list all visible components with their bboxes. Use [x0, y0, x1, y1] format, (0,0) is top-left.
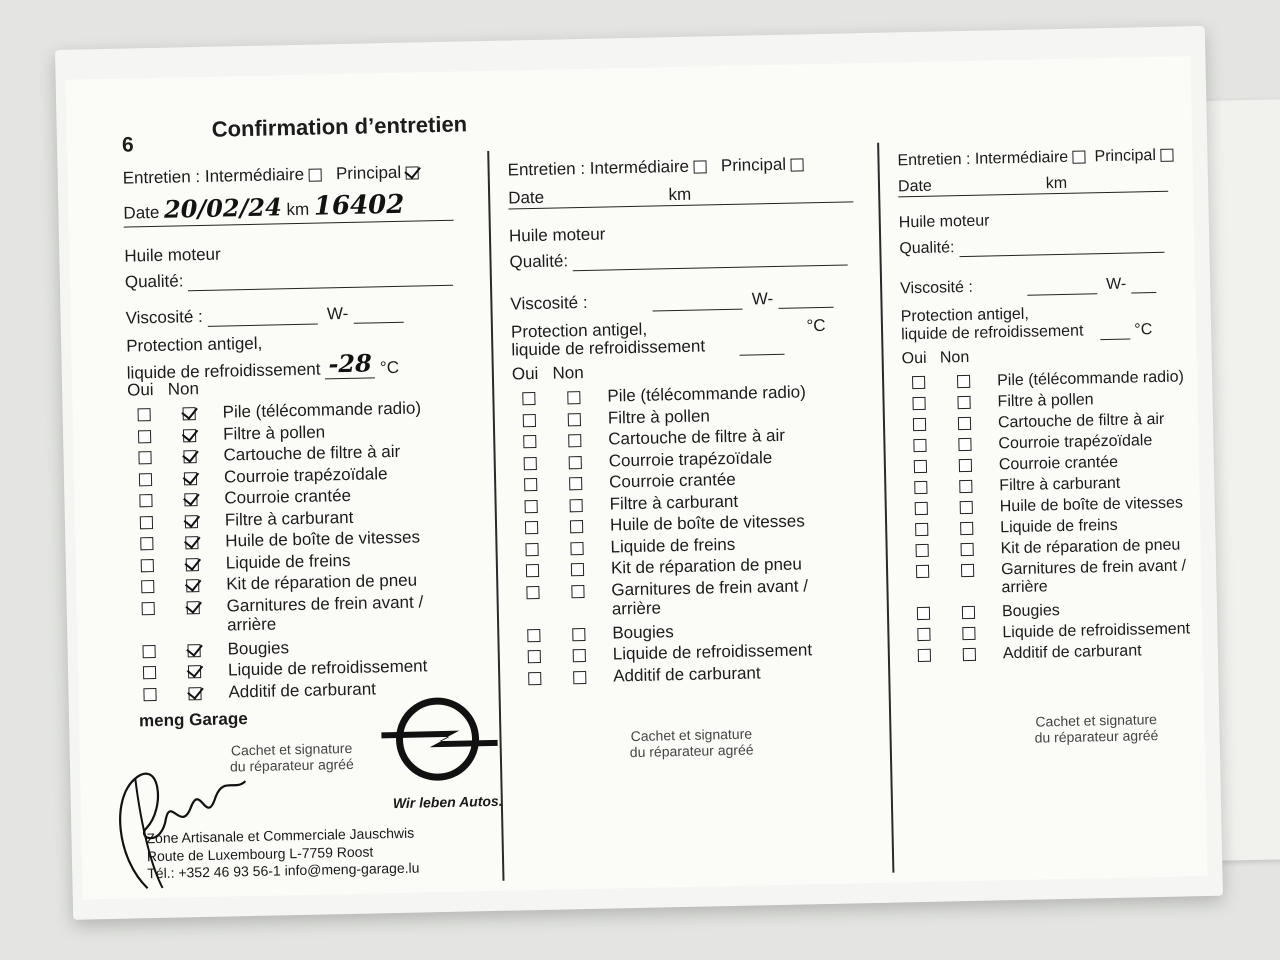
non-checkbox[interactable]: [568, 434, 581, 447]
checklist-item-label: Filtre à pollen: [222, 421, 326, 444]
qualite-field[interactable]: [188, 284, 453, 291]
non-checkbox[interactable]: [958, 438, 971, 451]
non-checkbox[interactable]: [959, 459, 972, 472]
non-checkbox[interactable]: [959, 480, 972, 493]
km-label: km: [1045, 174, 1068, 193]
non-checkbox[interactable]: [958, 417, 971, 430]
oui-checkbox[interactable]: [917, 628, 930, 641]
checklist-item-label: Courroie crantée: [224, 485, 352, 508]
checklist-item: [131, 591, 467, 637]
oui-checkbox[interactable]: [143, 688, 156, 701]
intermediaire-checkbox[interactable]: [1073, 151, 1086, 164]
checklist-item: [907, 620, 1202, 645]
non-checkbox[interactable]: [567, 391, 580, 404]
oui-checkbox[interactable]: [143, 666, 156, 679]
page-title: Confirmation d’entretien: [211, 111, 468, 142]
km-value: 16402: [313, 189, 405, 222]
checklist-item-label: Kit de réparation de pneu: [610, 554, 803, 578]
checklist-item-label: Courroie crantée: [998, 453, 1119, 474]
non-header: Non: [167, 379, 200, 399]
checklist-item-label: Liquide de refroidissement: [612, 640, 813, 664]
viscosite-field-2[interactable]: [1131, 292, 1156, 294]
checklist-item-label: Kit de réparation de pneu: [226, 570, 418, 594]
oui-checkbox[interactable]: [914, 481, 927, 494]
checklist-item-label: Filtre à pollen: [607, 405, 711, 428]
viscosite-field-1[interactable]: [652, 308, 742, 311]
checklist-item: [908, 641, 1203, 666]
non-checkbox[interactable]: [961, 564, 974, 577]
checklist-item-label: Garnitures de frein avant / arrière: [1000, 557, 1187, 597]
oui-checkbox[interactable]: [523, 414, 536, 427]
date-label: Date: [508, 187, 545, 208]
oui-checkbox[interactable]: [913, 439, 926, 452]
oui-checkbox[interactable]: [138, 430, 151, 443]
cachet-line-2: du réparateur agréé: [229, 755, 354, 775]
oui-checkbox[interactable]: [142, 645, 155, 658]
non-checkbox[interactable]: [962, 627, 975, 640]
checklist-item: [903, 410, 1198, 435]
checklist-item-label: Liquide de freins: [1000, 516, 1118, 537]
qualite-field[interactable]: [573, 264, 848, 271]
intermediaire-checkbox[interactable]: [309, 168, 322, 181]
date-label: Date: [897, 177, 933, 196]
km-label: km: [668, 184, 692, 205]
checklist-item: [516, 575, 852, 621]
garage-name: meng Garage: [138, 709, 248, 731]
entretien-label: Entretien : Intermédiaire: [122, 164, 305, 188]
oui-checkbox[interactable]: [522, 392, 535, 405]
cachet-line-1: Cachet et signature: [230, 739, 353, 759]
non-checkbox[interactable]: [962, 606, 975, 619]
oui-checkbox[interactable]: [912, 376, 925, 389]
non-header: Non: [552, 363, 584, 383]
non-checkbox[interactable]: [571, 563, 584, 576]
qualite-label: Qualité:: [124, 271, 184, 292]
checklist-item: [904, 452, 1199, 477]
antigel-label-2: liquide de refroidissement: [511, 336, 706, 360]
oui-checkbox[interactable]: [141, 580, 154, 593]
checklist-item-label: Pile (télécommande radio): [222, 398, 422, 422]
viscosite-field-1[interactable]: [1027, 294, 1097, 296]
oui-checkbox[interactable]: [916, 544, 929, 557]
oui-checkbox[interactable]: [141, 559, 154, 572]
cachet-line-1: Cachet et signature: [630, 725, 753, 745]
viscosite-field-1[interactable]: [208, 323, 318, 326]
qualite-field[interactable]: [959, 252, 1164, 257]
oui-checkbox[interactable]: [913, 418, 926, 431]
viscosite-label: Viscosité :: [125, 306, 203, 328]
antigel-field[interactable]: [1100, 339, 1130, 341]
date-label: Date: [123, 202, 160, 223]
checklist-item: [905, 494, 1200, 519]
checklist-item: [906, 557, 1202, 600]
garage-address-line-2: Route de Luxembourg L-7759 Roost: [146, 843, 374, 864]
non-checkbox[interactable]: [571, 585, 584, 598]
non-checkbox[interactable]: [570, 520, 583, 533]
antigel-field[interactable]: [740, 353, 785, 355]
viscosite-field-2[interactable]: [353, 321, 403, 323]
oui-checkbox[interactable]: [912, 397, 925, 410]
w-label: W-: [326, 303, 349, 324]
oui-checkbox[interactable]: [139, 473, 152, 486]
non-checkbox[interactable]: [957, 375, 970, 388]
oui-checkbox[interactable]: [138, 408, 151, 421]
oui-checkbox[interactable]: [139, 494, 152, 507]
principal-checkbox[interactable]: [406, 166, 419, 179]
oui-checkbox[interactable]: [526, 564, 539, 577]
km-label: km: [286, 199, 310, 220]
checklist-item-label: Cartouche de filtre à air: [997, 410, 1165, 432]
checklist-item: [904, 473, 1199, 498]
oui-checkbox[interactable]: [914, 460, 927, 473]
antigel-label-2: liquide de refroidissement: [900, 322, 1084, 344]
entretien-label: Entretien : Intermédiaire: [897, 148, 1069, 170]
non-checkbox[interactable]: [961, 543, 974, 556]
principal-label: Principal: [1094, 146, 1157, 166]
oui-checkbox[interactable]: [915, 523, 928, 536]
oui-checkbox[interactable]: [526, 585, 539, 598]
checklist-item-label: Additif de carburant: [1002, 642, 1142, 663]
non-checkbox[interactable]: [187, 601, 200, 614]
checklist-item-label: Cartouche de filtre à air: [608, 425, 786, 449]
oui-checkbox[interactable]: [917, 607, 930, 620]
checklist-item: [903, 431, 1198, 456]
oui-checkbox[interactable]: [918, 649, 931, 662]
page-number: 6: [121, 133, 134, 157]
oui-checkbox[interactable]: [140, 537, 153, 550]
checklist-item-label: Garnitures de frein avant / arrière: [611, 575, 809, 619]
oui-checkbox[interactable]: [916, 565, 929, 578]
viscosite-label: Viscosité :: [900, 278, 973, 298]
service-booklet: [55, 26, 1223, 920]
checklist-item-label: Pile (télécommande radio): [996, 368, 1185, 390]
oui-header: Oui: [901, 349, 927, 368]
principal-label: Principal: [720, 154, 787, 176]
cachet-line-1: Cachet et signature: [1035, 711, 1157, 730]
oui-checkbox[interactable]: [524, 457, 537, 470]
qualite-label: Qualité:: [899, 239, 955, 258]
cachet-line-2: du réparateur agréé: [1034, 727, 1159, 746]
oui-checkbox[interactable]: [138, 451, 151, 464]
checklist-item-label: Pile (télécommande radio): [607, 382, 806, 406]
checklist-item-label: Liquide de freins: [225, 550, 351, 573]
oui-checkbox[interactable]: [525, 521, 538, 534]
non-checkbox[interactable]: [568, 413, 581, 426]
oui-checkbox[interactable]: [140, 516, 153, 529]
checklist-item-label: Cartouche de filtre à air: [223, 441, 401, 465]
antigel-value: -28: [325, 349, 376, 379]
non-checkbox[interactable]: [183, 450, 196, 463]
checklist-item-label: Huile de boîte de vitesses: [999, 494, 1184, 516]
non-checkbox[interactable]: [184, 493, 197, 506]
non-checkbox[interactable]: [569, 456, 582, 469]
garage-address-line-3: Tél.: +352 46 93 56-1 info@meng-garage.lu: [147, 859, 420, 882]
non-checkbox[interactable]: [957, 396, 970, 409]
antigel-label-1: Protection antigel,: [510, 319, 648, 342]
non-checkbox[interactable]: [186, 558, 199, 571]
celsius-label: °C: [1134, 321, 1153, 339]
oui-checkbox[interactable]: [915, 502, 928, 515]
oui-checkbox[interactable]: [528, 671, 541, 684]
checklist-item-label: Filtre à carburant: [609, 491, 739, 513]
non-checkbox[interactable]: [569, 477, 582, 490]
checklist-item: [902, 389, 1197, 414]
celsius-label: °C: [806, 315, 826, 336]
intermediaire-checkbox[interactable]: [694, 160, 707, 173]
oui-checkbox[interactable]: [142, 602, 155, 615]
huile-label: Huile moteur: [124, 244, 221, 266]
oui-header: Oui: [511, 363, 539, 384]
cachet-line-2: du réparateur agréé: [629, 741, 754, 761]
non-checkbox[interactable]: [960, 501, 973, 514]
checklist-item-label: Liquide de refroidissement: [1002, 620, 1191, 642]
non-checkbox[interactable]: [570, 542, 583, 555]
principal-checkbox[interactable]: [1160, 149, 1173, 162]
oui-checkbox[interactable]: [527, 628, 540, 641]
checklist-item-label: Liquide de refroidissement: [227, 656, 428, 680]
service-entry-2: [507, 154, 837, 685]
checklist-item: [905, 515, 1200, 540]
checklist-item-label: Garnitures de frein avant / arrière: [226, 591, 424, 635]
non-checkbox[interactable]: [184, 472, 197, 485]
principal-label: Principal: [335, 162, 402, 184]
checklist-item-label: Filtre à carburant: [224, 507, 354, 530]
non-checkbox[interactable]: [572, 628, 585, 641]
checklist-item: [905, 536, 1200, 561]
non-checkbox[interactable]: [188, 665, 201, 678]
checklist-item-label: Courroie trapézoïdale: [608, 447, 773, 470]
checklist-item-label: Huile de boîte de vitesses: [225, 527, 421, 551]
oui-checkbox[interactable]: [525, 542, 538, 555]
huile-label: Huile moteur: [898, 212, 990, 232]
non-header: Non: [939, 348, 970, 367]
checklist-item-label: Huile de boîte de vitesses: [609, 511, 805, 535]
antigel-label-1: Protection antigel,: [900, 305, 1030, 326]
antigel-label-1: Protection antigel,: [126, 333, 263, 356]
non-checkbox[interactable]: [187, 644, 200, 657]
service-entry-1: [122, 162, 452, 702]
service-entry-3: [897, 145, 1227, 663]
column-divider-2: [877, 143, 894, 873]
w-label: W-: [1105, 275, 1127, 294]
checklist-item-label: Bougies: [612, 621, 674, 642]
checklist-item-label: Courroie crantée: [608, 469, 736, 492]
garage-address-line-1: Zone Artisanale et Commerciale Jauschwis: [146, 824, 415, 847]
cachet-3: [1034, 711, 1158, 746]
checklist-item-label: Filtre à carburant: [999, 474, 1121, 495]
checklist-item-label: Kit de réparation de pneu: [1000, 536, 1181, 558]
non-checkbox[interactable]: [573, 649, 586, 662]
oui-checkbox[interactable]: [525, 500, 538, 513]
oui-header: Oui: [126, 380, 154, 400]
non-checkbox[interactable]: [570, 499, 583, 512]
non-checkbox[interactable]: [963, 648, 976, 661]
principal-checkbox[interactable]: [791, 158, 804, 171]
oui-checkbox[interactable]: [528, 650, 541, 663]
non-checkbox[interactable]: [960, 522, 973, 535]
checklist-item-label: Filtre à pollen: [997, 391, 1094, 411]
checklist-item: [902, 368, 1197, 393]
w-label: W-: [751, 289, 774, 309]
signature-image: [104, 736, 257, 899]
oui-checkbox[interactable]: [524, 478, 537, 491]
entretien-label: Entretien : Intermédiaire: [507, 156, 690, 180]
viscosite-field-2[interactable]: [778, 306, 833, 308]
checklist-item-label: Bougies: [227, 637, 290, 659]
viscosite-label: Viscosité :: [510, 292, 588, 314]
oui-checkbox[interactable]: [523, 435, 536, 448]
checklist-item: [907, 599, 1202, 624]
checklist-item-label: Additif de carburant: [228, 678, 377, 702]
checklist-item-label: Additif de carburant: [613, 662, 761, 685]
date-value: 20/02/24: [163, 192, 283, 224]
non-checkbox[interactable]: [183, 407, 196, 420]
celsius-label: °C: [379, 357, 400, 378]
checklist-item-label: Bougies: [1001, 602, 1060, 621]
non-checkbox[interactable]: [186, 579, 199, 592]
non-checkbox[interactable]: [573, 671, 586, 684]
qualite-label: Qualité:: [509, 251, 569, 272]
checklist-item-label: Liquide de freins: [610, 534, 736, 556]
non-checkbox[interactable]: [185, 515, 198, 528]
non-checkbox[interactable]: [188, 687, 201, 700]
non-checkbox[interactable]: [183, 429, 196, 442]
huile-label: Huile moteur: [508, 224, 606, 246]
opel-logo-icon: [379, 696, 501, 788]
antigel-label-2: liquide de refroidissement: [126, 359, 321, 383]
garage-slogan: Wir leben Autos.: [392, 792, 503, 812]
checklist-item-label: Courroie trapézoïdale: [998, 432, 1153, 453]
checklist-item-label: Courroie trapézoïdale: [223, 463, 388, 487]
cachet-2: [629, 726, 753, 761]
non-checkbox[interactable]: [185, 536, 198, 549]
service-page: [66, 56, 1208, 899]
